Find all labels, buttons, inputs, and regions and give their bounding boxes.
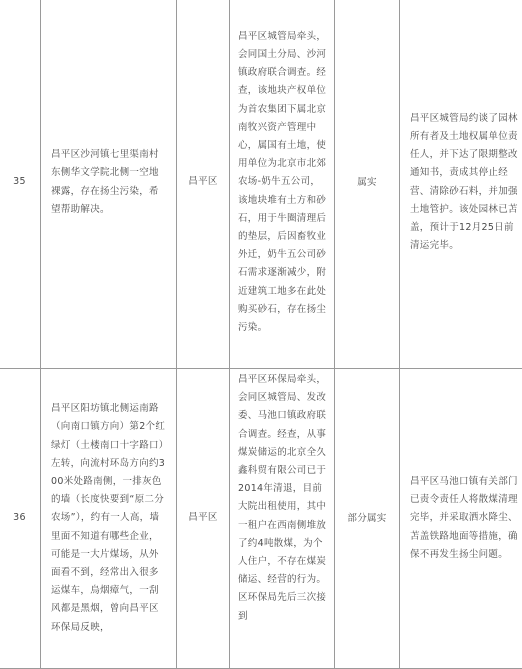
district: 昌平区: [177, 173, 229, 191]
complaint-description-cell: [41, 0, 177, 369]
table-row: [0, 369, 522, 669]
complaint-description-cell: [41, 369, 177, 669]
action-cell: [400, 0, 522, 369]
district: 昌平区: [177, 509, 229, 527]
verification-status: 属实: [335, 173, 399, 193]
investigation-text: 昌平区城管局牵头，会同国土分局、沙河镇政府联合调查。经查，该地块产权单位为首农集团下属北京南牧兴资产管理中心，属国有土地，使用单位为北京市北郊农场-奶牛五公司，该地块堆有土方和砂石，用于牛圈清理后的垫层，后因畜牧业外迁，奶牛五公司砂石需求逐渐减少，附近建筑工地多在此处购买砂石，存在扬尘污染。: [230, 28, 334, 337]
action-text: 昌平区城管局约谈了园林所有者及土地权属单位责任人，并下达了限期整改通知书，责成其停止经营、清除砂石料，并加强土地管护。该处园林已苫盖，预计于12月25日前清运完毕。: [400, 110, 522, 256]
district-cell: [177, 0, 230, 369]
verification-status: 部分属实: [335, 509, 399, 529]
row-number-cell: [0, 0, 41, 369]
district-cell: [177, 369, 230, 669]
investigation-cell: [230, 369, 335, 669]
row-number: 36: [0, 509, 40, 527]
action-text: 昌平区马池口镇有关部门已责令责任人将散煤清理完毕，并采取洒水降尘、苫盖铁路地面等措施，确保不再发生扬尘问题。: [400, 473, 522, 564]
action-cell: [400, 369, 522, 669]
complaint-description: 昌平区阳坊镇北侧运南路（向南口镇方向）第2个红绿灯（土楼南口十字路口）左转，向流村环岛方向约300米处路南侧，一排灰色的墙（长度快要到“原二分农场”），约有一人高，墙里面不知道有哪些企业，可能是一大片煤场，从外面看不到，经常出入很多运煤车，烏烟瘴气，一刮风都是黑烟，曾向昌平区环保局反映，: [41, 400, 176, 637]
verification-status-cell: [335, 369, 400, 669]
row-number: 35: [0, 173, 40, 191]
complaint-description: 昌平区沙河镇七里渠南村东侧华文学院北侧一空地裸露，存在扬尘污染，希望帮助解决。: [41, 146, 176, 219]
row-number-cell: [0, 369, 41, 669]
verification-status-cell: [335, 0, 400, 369]
investigation-text: 昌平区环保局牵头，会同区城管局、发改委、马池口镇政府联合调查。经查，从事煤炭储运的北京全久鑫科贸有限公司已于2014年清退，目前大院出租使用，其中一租户在西南侧堆放了约4吨散煤，为个人住户，不存在煤炭储运、经营的行为。区环保局先后三次接到: [230, 369, 334, 626]
investigation-cell: [230, 0, 335, 369]
